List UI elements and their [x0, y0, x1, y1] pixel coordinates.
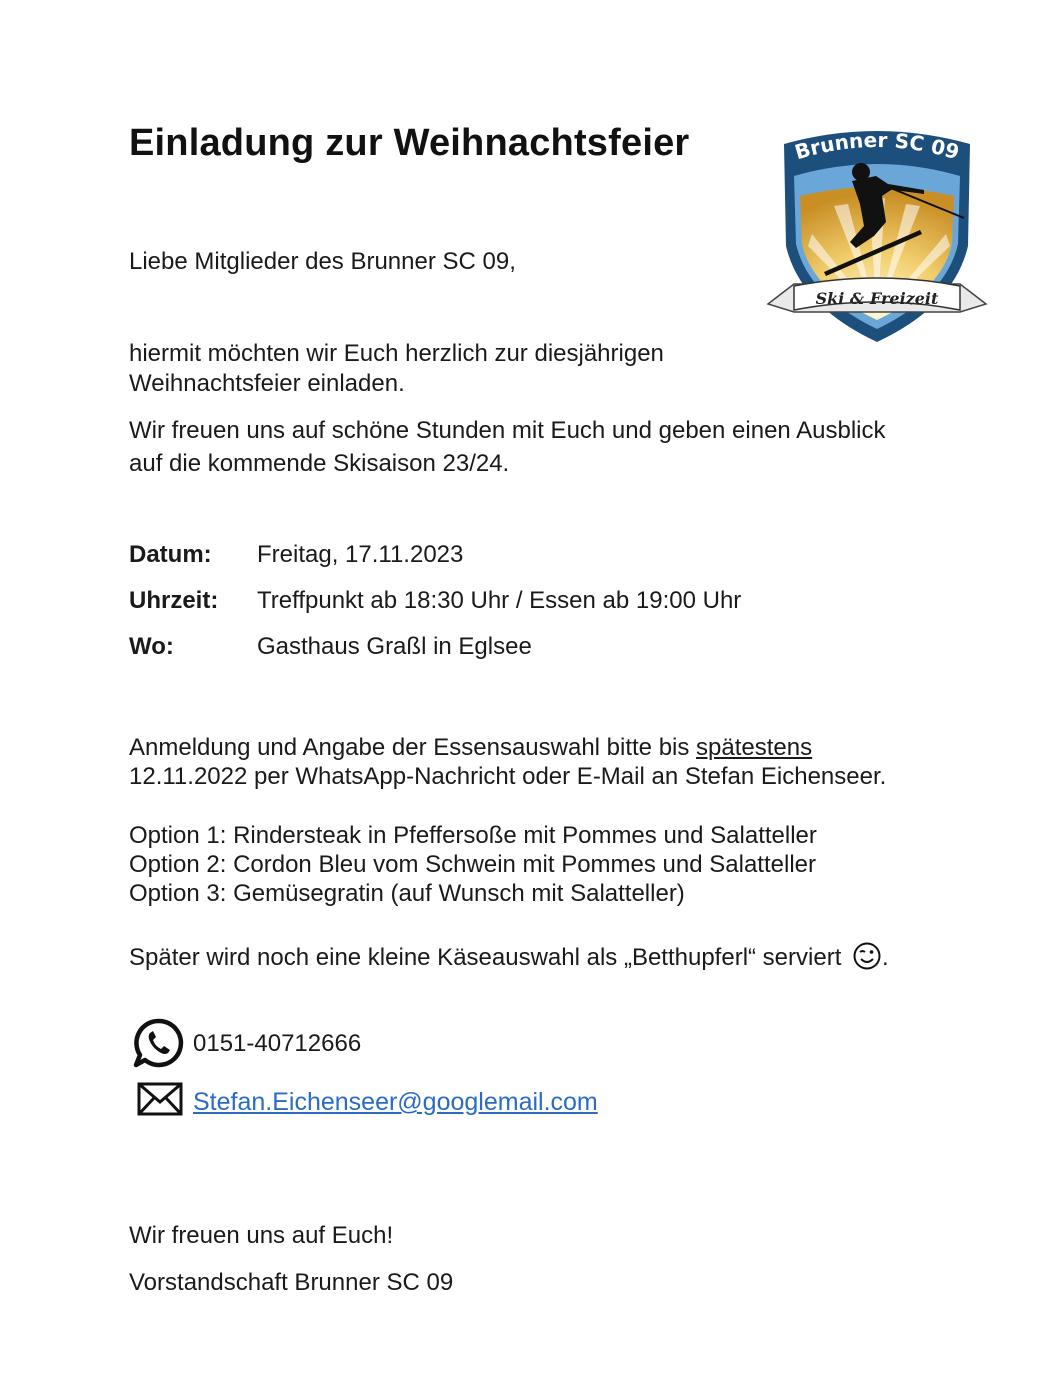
outlook-line-2: auf die kommende Skisaison 23/24.: [129, 450, 510, 477]
registration-prefix: Anmeldung und Angabe der Essensauswahl bitte bis: [129, 734, 697, 761]
date-value: Freitag, 17.11.2023: [257, 541, 464, 568]
registration-deadline-emphasis: spätestens: [696, 734, 813, 761]
dessert-line: [129, 941, 889, 973]
place-label: Wo:: [129, 633, 174, 660]
time-label: Uhrzeit:: [129, 587, 219, 614]
place-value: Gasthaus Graßl in Eglsee: [257, 633, 532, 660]
page-title: Einladung zur Weihnachtsfeier: [129, 122, 690, 164]
outlook-line-1: Wir freuen uns auf schöne Stunden mit Euch und geben einen Ausblick: [129, 417, 886, 444]
winking-face-icon: [852, 941, 882, 971]
envelope-icon: [137, 1082, 183, 1116]
time-value: Treffpunkt ab 18:30 Uhr / Essen ab 19:00 Uhr: [257, 587, 742, 614]
email-link[interactable]: Stefan.Eichenseer@googlemail.com: [193, 1088, 598, 1116]
menu-option-1: Option 1: Rindersteak in Pfeffersoße mit Pommes und Salatteller: [129, 822, 817, 849]
registration-line-2: 12.11.2022 per WhatsApp-Nachricht oder E-Mail an Stefan Eichenseer.: [129, 763, 887, 790]
menu-option-2: Option 2: Cordon Bleu vom Schwein mit Pommes und Salatteller: [129, 851, 816, 878]
registration-line-1: [129, 733, 812, 763]
intro-line-1: hiermit möchten wir Euch herzlich zur diesjährigen: [129, 340, 664, 367]
logo-top-text: Brunner SC 09: [791, 127, 963, 165]
intro-line-2: Weihnachtsfeier einladen.: [129, 370, 405, 397]
logo-ribbon-text: Ski & Freizeit: [815, 289, 939, 308]
closing-signature: Vorstandschaft Brunner SC 09: [129, 1269, 454, 1296]
phone-number: 0151-40712666: [193, 1030, 362, 1057]
menu-option-3: Option 3: Gemüsegratin (auf Wunsch mit Salatteller): [129, 880, 685, 907]
whatsapp-icon: [133, 1018, 185, 1068]
closing-line-1: Wir freuen uns auf Euch!: [129, 1222, 394, 1249]
greeting: Liebe Mitglieder des Brunner SC 09,: [129, 248, 516, 275]
club-logo: [764, 126, 990, 348]
date-label: Datum:: [129, 541, 212, 568]
dessert-suffix: .: [882, 944, 889, 971]
dessert-text: Später wird noch eine kleine Käseauswahl als „Betthupferl“ serviert: [129, 944, 842, 971]
